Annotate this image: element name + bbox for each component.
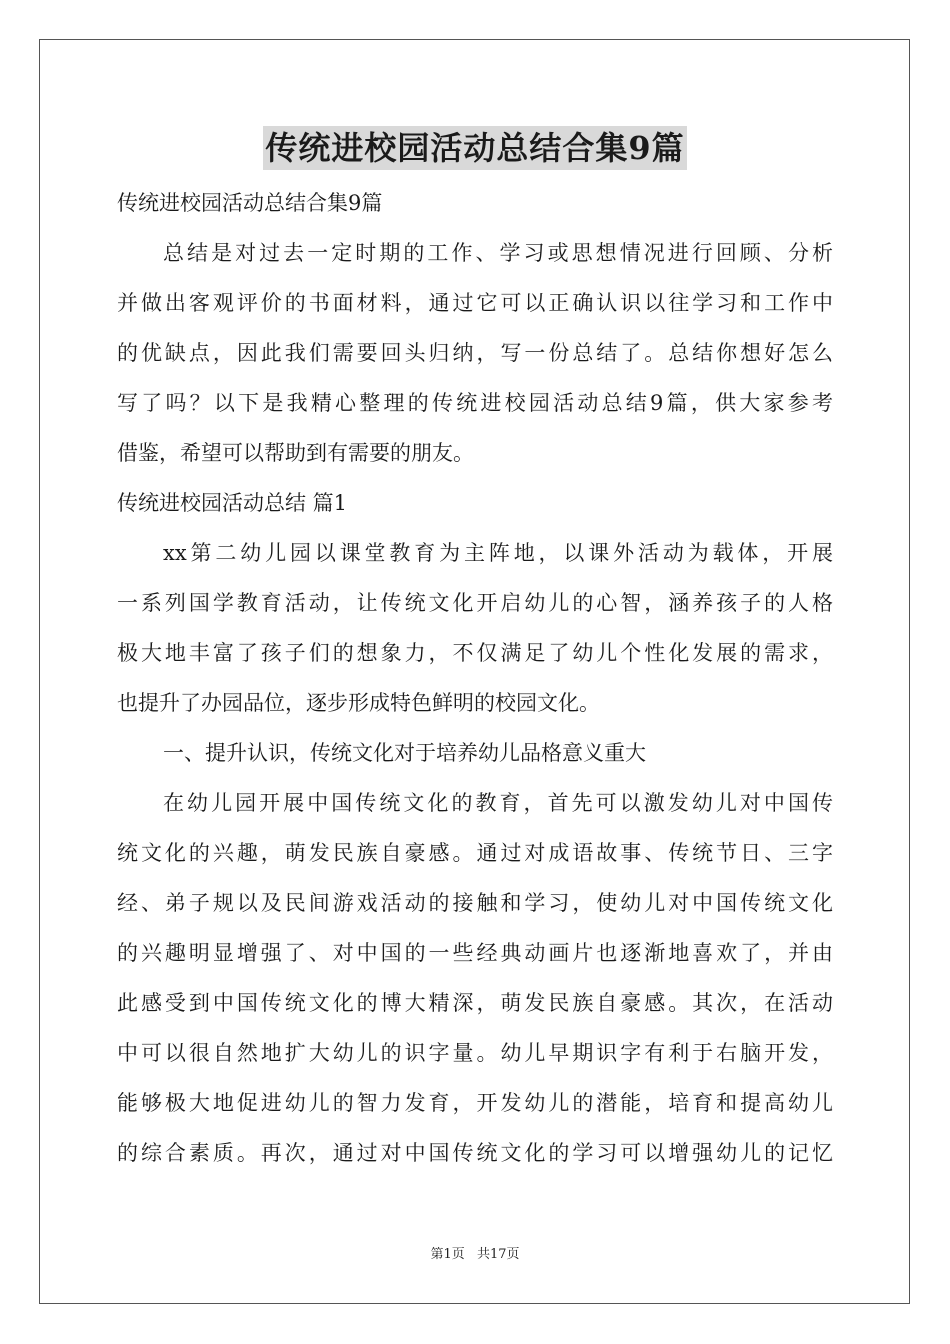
subtitle-line: 传统进校园活动总结合集9篇 (117, 191, 383, 215)
paragraph-line: 中可以很自然地扩大幼儿的识字量。幼儿早期识字有利于右脑开发， (117, 1041, 833, 1065)
document-title: 传统进校园活动总结合集9篇 (263, 126, 686, 170)
paragraph-line: 极大地丰富了孩子们的想象力，不仅满足了幼儿个性化发展的需求， (117, 641, 833, 665)
paragraph-line: 并做出客观评价的书面材料，通过它可以正确认识以往学习和工作中 (117, 291, 833, 315)
paragraph-line: 总结是对过去一定时期的工作、学习或思想情况进行回顾、分析 (163, 241, 833, 265)
paragraph-line: 此感受到中国传统文化的博大精深，萌发民族自豪感。其次，在活动 (117, 991, 833, 1015)
paragraph-line: 写了吗？以下是我精心整理的传统进校园活动总结9篇，供大家参考 (117, 391, 833, 415)
paragraph-line: 在幼儿园开展中国传统文化的教育，首先可以激发幼儿对中国传 (163, 791, 833, 815)
document-body (117, 178, 833, 1178)
page-footer (0, 1243, 950, 1262)
paragraph-line: 的优缺点，因此我们需要回头归纳，写一份总结了。总结你想好怎么 (117, 341, 833, 365)
title-container (0, 126, 950, 170)
paragraph-line: 的综合素质。再次，通过对中国传统文化的学习可以增强幼儿的记忆 (117, 1141, 833, 1165)
paragraph-line: 也提升了办园品位，逐步形成特色鲜明的校园文化。 (117, 691, 600, 715)
paragraph-line: 经、弟子规以及民间游戏活动的接触和学习，使幼儿对中国传统文化 (117, 891, 833, 915)
section-heading: 传统进校园活动总结 篇1 (117, 491, 348, 515)
paragraph-line: 借鉴，希望可以帮助到有需要的朋友。 (117, 441, 474, 465)
paragraph-line: xx第二幼儿园以课堂教育为主阵地，以课外活动为载体，开展 (163, 541, 833, 565)
paragraph-line: 能够极大地促进幼儿的智力发育，开发幼儿的潜能，培育和提高幼儿 (117, 1091, 833, 1115)
page-total: 共17页 (476, 1247, 520, 1262)
page-number: 第1页 (430, 1247, 465, 1262)
paragraph-line: 一系列国学教育活动，让传统文化开启幼儿的心智，涵养孩子的人格 (117, 591, 833, 615)
paragraph-line: 统文化的兴趣，萌发民族自豪感。通过对成语故事、传统节日、三字 (117, 841, 833, 865)
subsection-heading: 一、提升认识，传统文化对于培养幼儿品格意义重大 (163, 741, 646, 765)
paragraph-line: 的兴趣明显增强了、对中国的一些经典动画片也逐渐地喜欢了，并由 (117, 941, 833, 965)
